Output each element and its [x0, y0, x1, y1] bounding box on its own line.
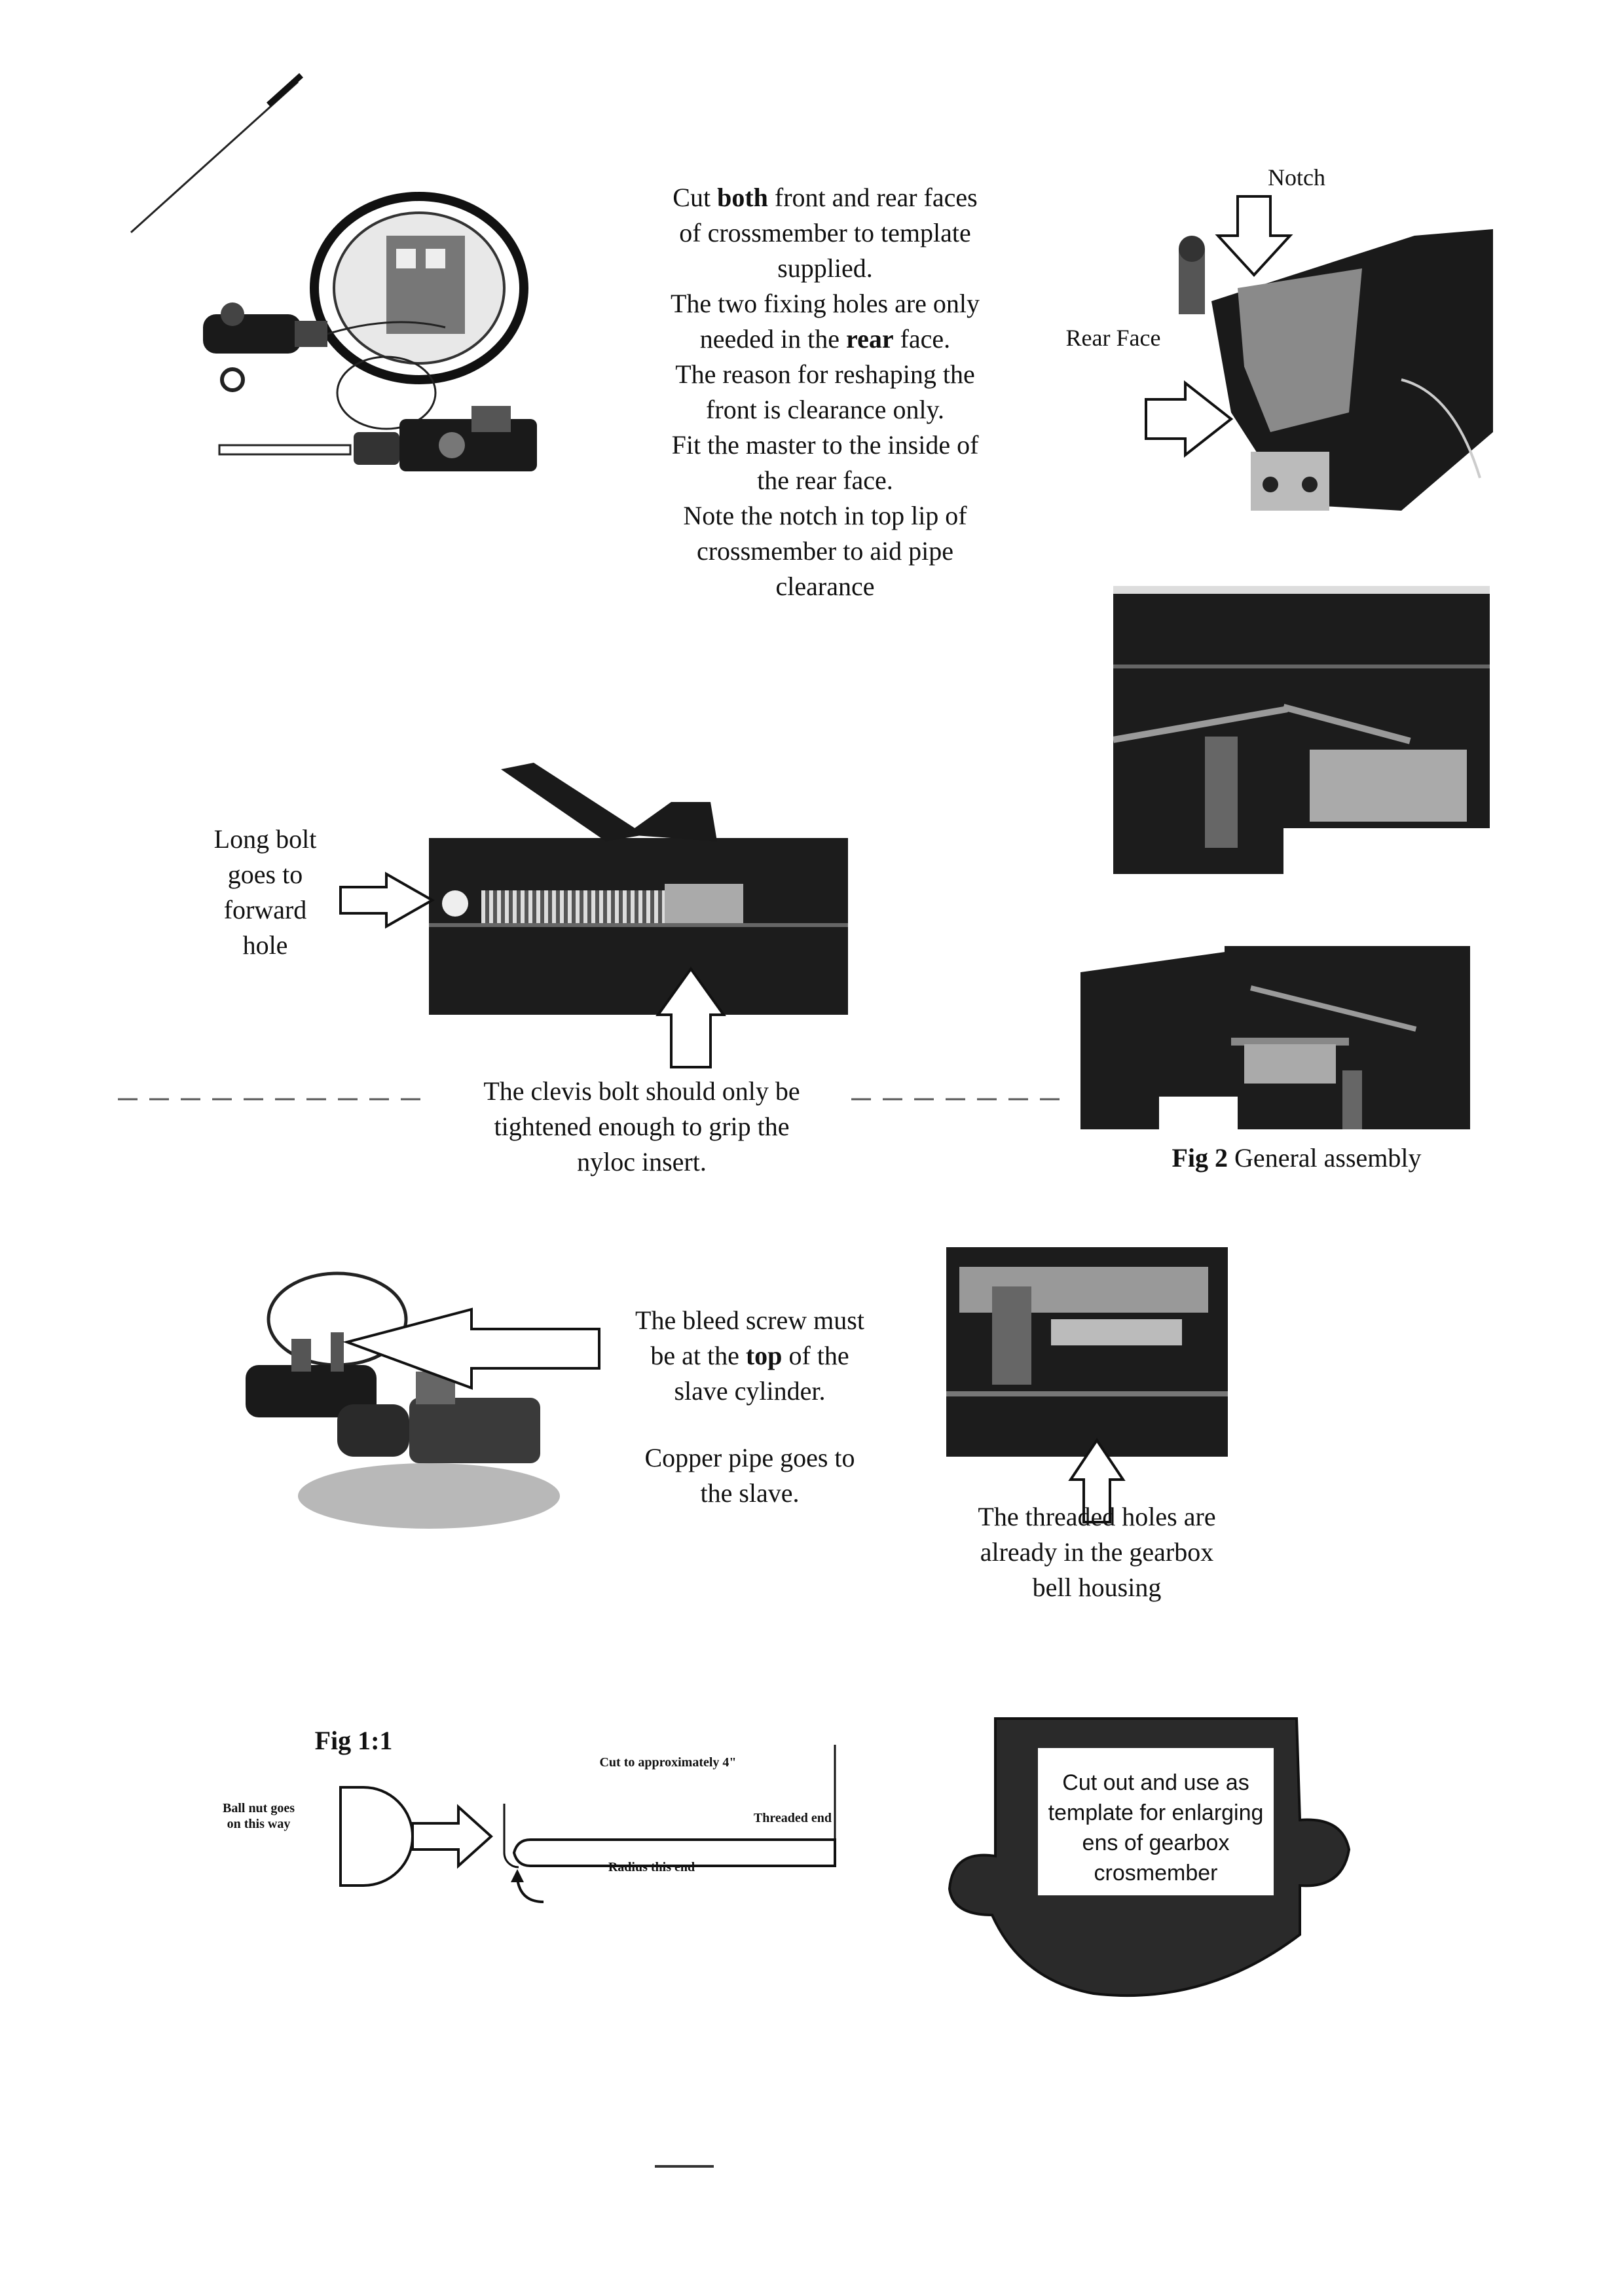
- instruction-line: crossmember to aid pipe: [696, 536, 954, 566]
- threaded-line: The threaded holes are: [978, 1502, 1216, 1531]
- instruction-line: Note the notch in top lip of: [683, 501, 967, 530]
- pedal-photo: [429, 838, 848, 1015]
- cut-label: Cut to approximately 4": [599, 1755, 737, 1770]
- fold-line: [0, 1097, 1624, 1103]
- long-bolt-line: goes to: [227, 860, 303, 889]
- instruction-line: The two fixing holes are only: [670, 289, 980, 318]
- copper-line: the slave.: [700, 1478, 800, 1508]
- copper-line: Copper pipe goes to: [644, 1443, 855, 1472]
- bleed-line: The bleed screw must: [635, 1305, 864, 1335]
- pedal-arm: [494, 763, 887, 854]
- long-bolt-label: [187, 822, 344, 963]
- instruction-line: the rear face.: [757, 465, 893, 495]
- radius-label: Radius this end: [608, 1860, 695, 1874]
- long-bolt-line: hole: [242, 930, 288, 960]
- threaded-line: bell housing: [1032, 1573, 1162, 1602]
- bleed-note: [596, 1303, 904, 1409]
- instruction-line: front is clearance only.: [706, 395, 944, 424]
- template-text: [1038, 1768, 1274, 1888]
- template-line: ens of gearbox: [1082, 1831, 1230, 1855]
- crossmember-illustration: [1139, 196, 1506, 537]
- instruction-line: The reason for reshaping the: [675, 359, 975, 389]
- ball-nut-line: on this way: [227, 1817, 291, 1831]
- clevis-note: [432, 1074, 851, 1180]
- instruction-line: of crossmember to template: [679, 218, 971, 247]
- clevis-line: nyloc insert.: [577, 1147, 707, 1176]
- clevis-line: The clevis bolt should only be: [483, 1076, 800, 1106]
- fig11-title: Fig 1:1: [314, 1726, 393, 1755]
- clutch-kit-illustration: [196, 183, 616, 511]
- long-bolt-arrow: [341, 874, 439, 926]
- template-line: template for enlarging: [1048, 1800, 1264, 1825]
- long-bolt-line: Long bolt: [213, 824, 317, 854]
- threaded-line: already in the gearbox: [980, 1537, 1214, 1567]
- notch-label: Notch: [1268, 164, 1325, 191]
- bleed-line: slave cylinder.: [674, 1376, 826, 1406]
- instruction-line: Cut both front and rear faces: [673, 183, 978, 212]
- assembly-photo-top: [1113, 586, 1490, 874]
- long-bolt-line: forward: [223, 895, 307, 924]
- copper-note: [596, 1440, 904, 1511]
- template-line: crosmember: [1094, 1861, 1218, 1886]
- template-line: Cut out and use as: [1062, 1770, 1249, 1795]
- clevis-arrow: [658, 969, 724, 1074]
- ball-nut-label: [200, 1800, 318, 1832]
- fig2-caption: Fig 2 General assembly: [1172, 1143, 1422, 1173]
- scan-speck: [655, 2164, 720, 2170]
- ball-nut-line: Ball nut goes: [222, 1801, 295, 1815]
- threaded-note: [936, 1499, 1257, 1605]
- instruction-block: [616, 180, 1035, 604]
- instruction-line: supplied.: [777, 253, 873, 283]
- bleed-arrow: [347, 1303, 602, 1394]
- gearbox-photo: [946, 1247, 1228, 1457]
- instruction-line: Fit the master to the inside of: [671, 430, 979, 460]
- instruction-line: clearance: [775, 572, 875, 601]
- bleed-line: be at the top of the: [650, 1341, 849, 1370]
- threaded-end-label: Threaded end: [753, 1811, 832, 1825]
- clevis-line: tightened enough to grip the: [494, 1112, 790, 1141]
- rear-face-label: Rear Face: [1065, 325, 1161, 351]
- instruction-line: needed in the rear face.: [699, 324, 951, 354]
